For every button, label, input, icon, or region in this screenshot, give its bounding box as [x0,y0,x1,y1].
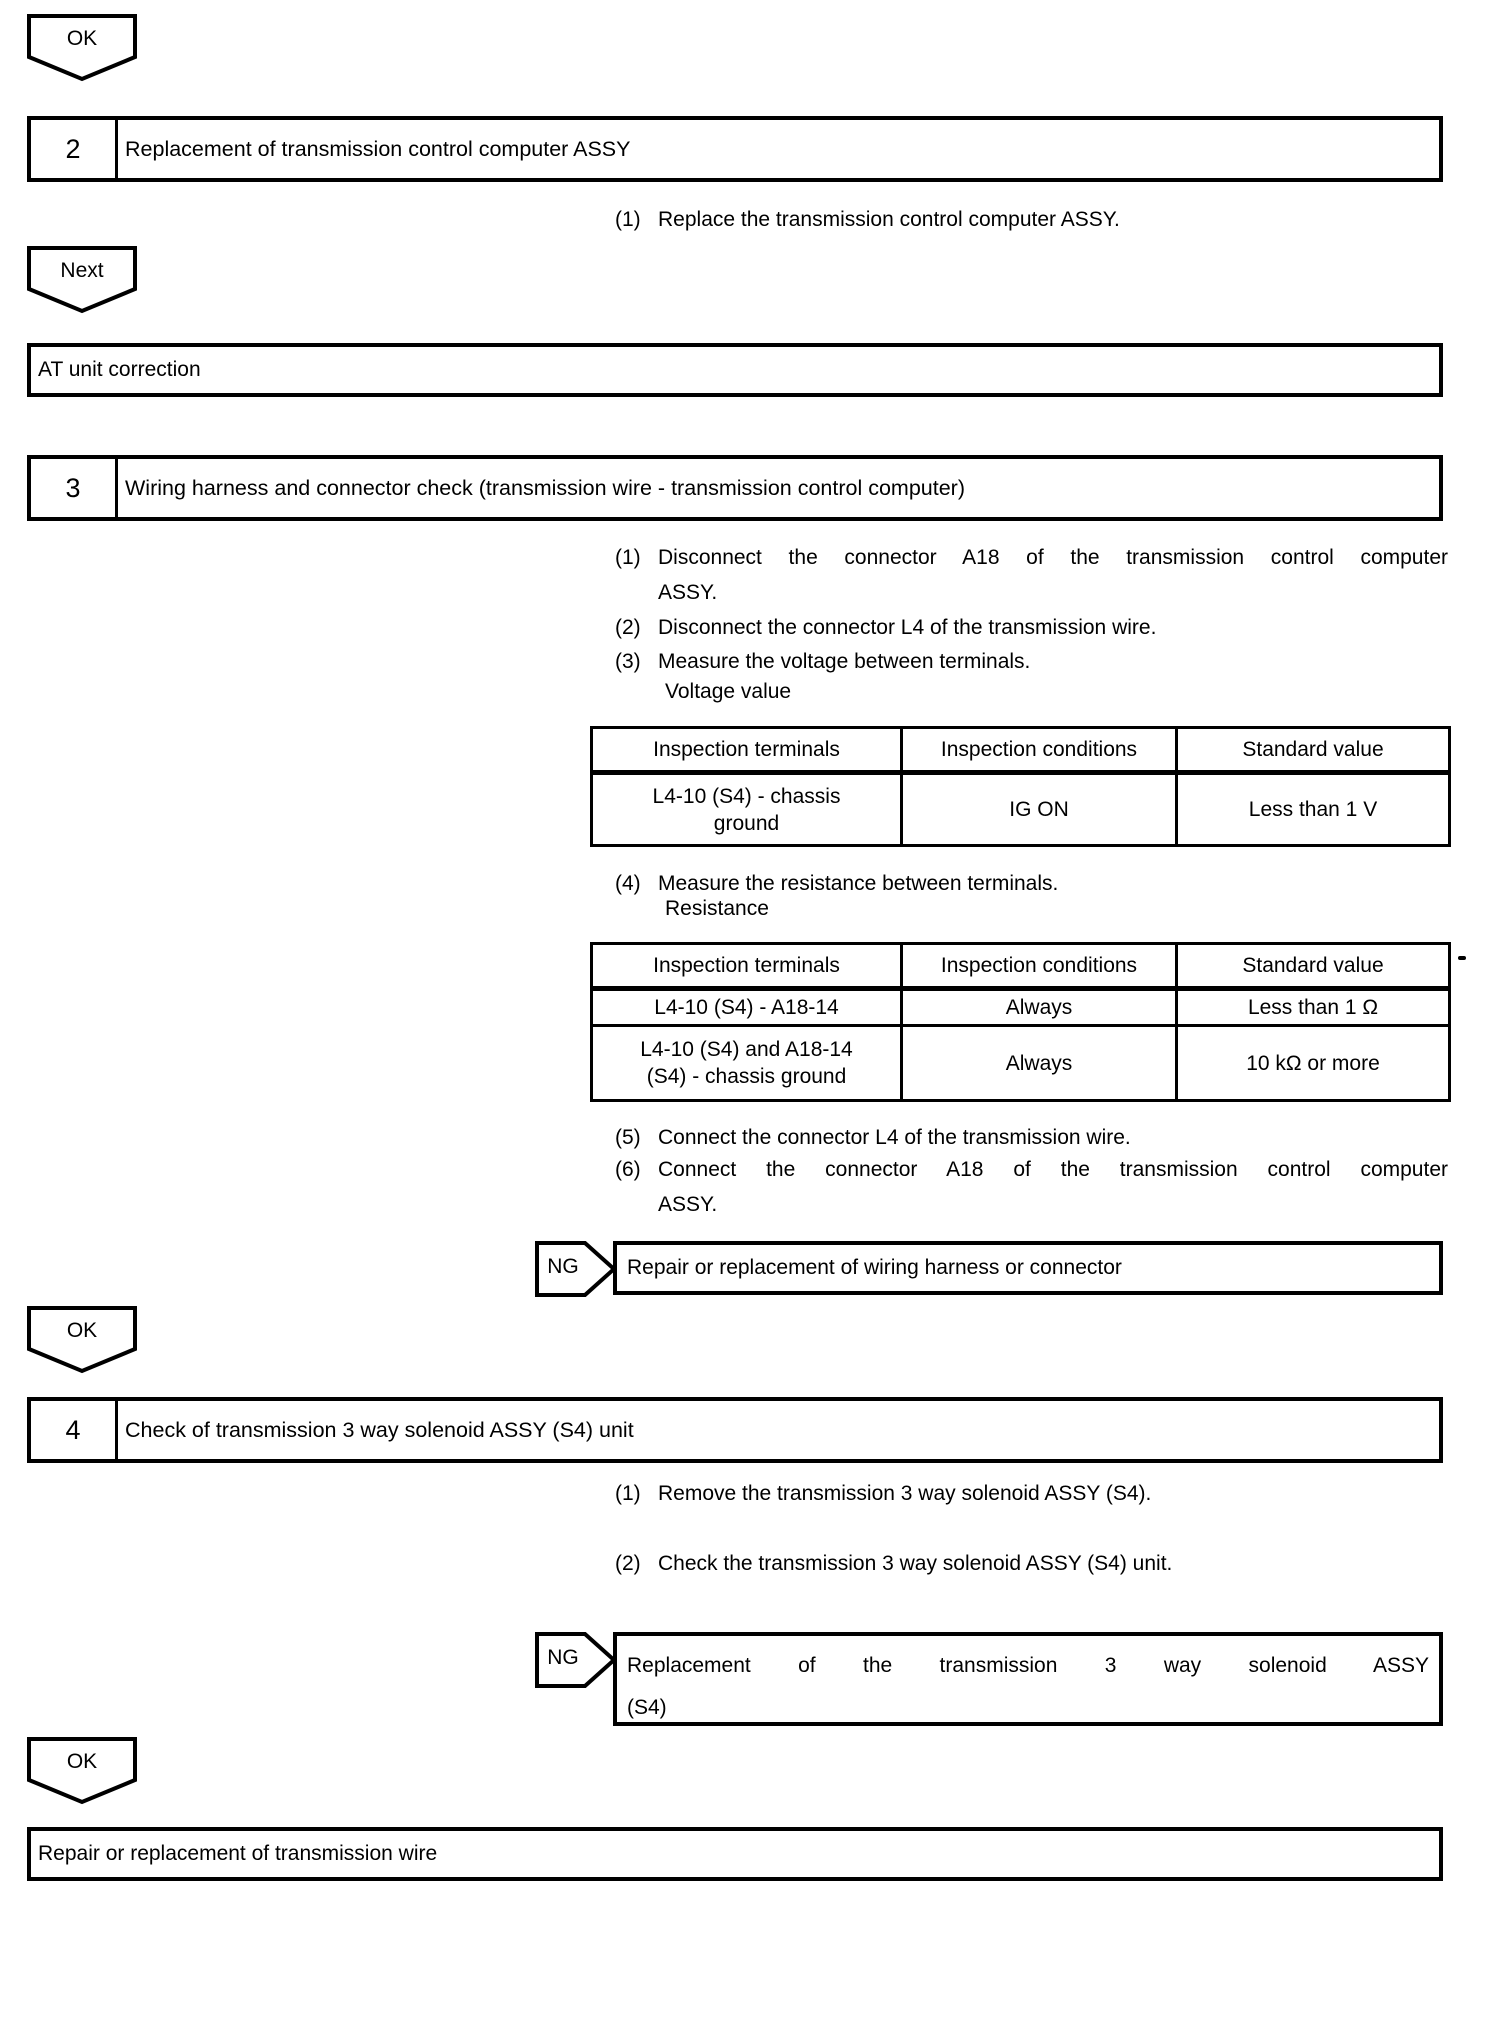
connector-label: OK [66,27,98,50]
item-text: Connect the connector L4 of the transmission wire. [658,1126,1131,1149]
connector-ok-3 [27,1737,137,1805]
item-marker: (1) [615,1482,641,1505]
column-header: Standard value [1177,728,1450,773]
table-header-row [592,944,1450,989]
column-header: Inspection conditions [902,728,1177,773]
connector-label: Next [60,259,104,282]
table-cell: IG ON [902,773,1177,846]
step3-item-3 [615,644,1448,679]
step-title: Wiring harness and connector check (transmission wire - transmission control computer) [125,475,966,500]
column-header: Standard value [1177,944,1450,989]
item-marker: (1) [615,546,641,569]
connector-label: OK [66,1319,98,1342]
table-cell: L4-10 (S4) and A18-14 (S4) - chassis ground [592,1026,902,1101]
ng-label: NG [547,1646,579,1669]
column-header: Inspection conditions [902,944,1177,989]
ng-action-text-line: (S4) [627,1696,667,1719]
voltage-table [590,726,1451,847]
stray-dot [1458,956,1466,960]
step-title: Replacement of transmission control computer ASSY [125,136,631,161]
table-header-row [592,728,1450,773]
item-text: Check the transmission 3 way solenoid ASSY (S4) unit. [658,1552,1173,1575]
ng-arrow-step3 [535,1241,617,1297]
item-marker: (4) [615,872,641,895]
table-cell: Always [902,989,1177,1026]
ng-action-box-step3 [613,1241,1443,1295]
ng-arrow-step4 [535,1632,617,1688]
item-text: Replace the transmission control computer ASSY. [658,208,1120,231]
resistance-table [590,942,1451,1102]
table-cell: L4-10 (S4) - chassis ground [592,773,902,846]
table-cell: Always [902,1026,1177,1101]
step3-item-6 [615,1152,1448,1222]
ng-label: NG [547,1255,579,1278]
step2-header [27,116,1443,182]
item-marker: (6) [615,1158,641,1181]
item-text-line: ASSY. [658,581,718,604]
item-text: Measure the resistance between terminals. [658,872,1059,895]
table-cell: 10 kΩ or more [1177,1026,1450,1101]
column-header: Inspection terminals [592,728,902,773]
ng-action-text: Repair or replacement of wiring harness or connector [627,1256,1122,1279]
connector-next [27,246,137,314]
table-cell: L4-10 (S4) - A18-14 [592,989,902,1026]
item-marker: (5) [615,1126,641,1149]
step3-header [27,455,1443,521]
result-box-repair-wire [27,1827,1443,1881]
step-number: 3 [31,459,118,517]
item-marker: (1) [615,208,641,231]
item-text: Measure the voltage between terminals. [658,650,1031,673]
result-box-at-unit-correction [27,343,1443,397]
step-number: 4 [31,1401,118,1459]
result-text: Repair or replacement of transmission wire [38,1842,438,1865]
item-text-line: Disconnect the connector A18 of the transmission control computer [658,546,1448,569]
ng-action-text-line: Replacement of the transmission 3 way solenoid ASSY [627,1654,1429,1677]
item-marker: (2) [615,616,641,639]
connector-ok-1 [27,14,137,82]
step4-item-1 [615,1476,1448,1511]
result-text: AT unit correction [38,358,201,381]
column-header: Inspection terminals [592,944,902,989]
step3-item-4 [615,866,1448,901]
item-marker: (2) [615,1552,641,1575]
item-text-line: ASSY. [658,1193,718,1216]
step2-item-1 [615,202,1448,237]
item-text: Disconnect the connector L4 of the transmission wire. [658,616,1157,639]
step3-item-5 [615,1120,1448,1155]
item-text: Remove the transmission 3 way solenoid ASSY (S4). [658,1482,1152,1505]
table-cell: Less than 1 Ω [1177,989,1450,1026]
table-row [592,989,1450,1026]
step4-item-2 [615,1546,1448,1581]
step-number: 2 [31,120,118,178]
table-row [592,773,1450,846]
table-row [592,1026,1450,1101]
connector-ok-2 [27,1306,137,1374]
step3-item-2 [615,610,1448,645]
resistance-table-caption: Resistance [665,897,769,920]
table-cell: Less than 1 V [1177,773,1450,846]
item-text-line: Connect the connector A18 of the transmission control computer [658,1158,1448,1181]
connector-label: OK [66,1750,98,1773]
step3-item-1 [615,540,1448,610]
voltage-table-caption: Voltage value [665,680,792,703]
step4-header [27,1397,1443,1463]
step-title: Check of transmission 3 way solenoid ASSY (S4) unit [125,1417,634,1442]
item-marker: (3) [615,650,641,673]
ng-action-box-step4 [613,1632,1443,1726]
